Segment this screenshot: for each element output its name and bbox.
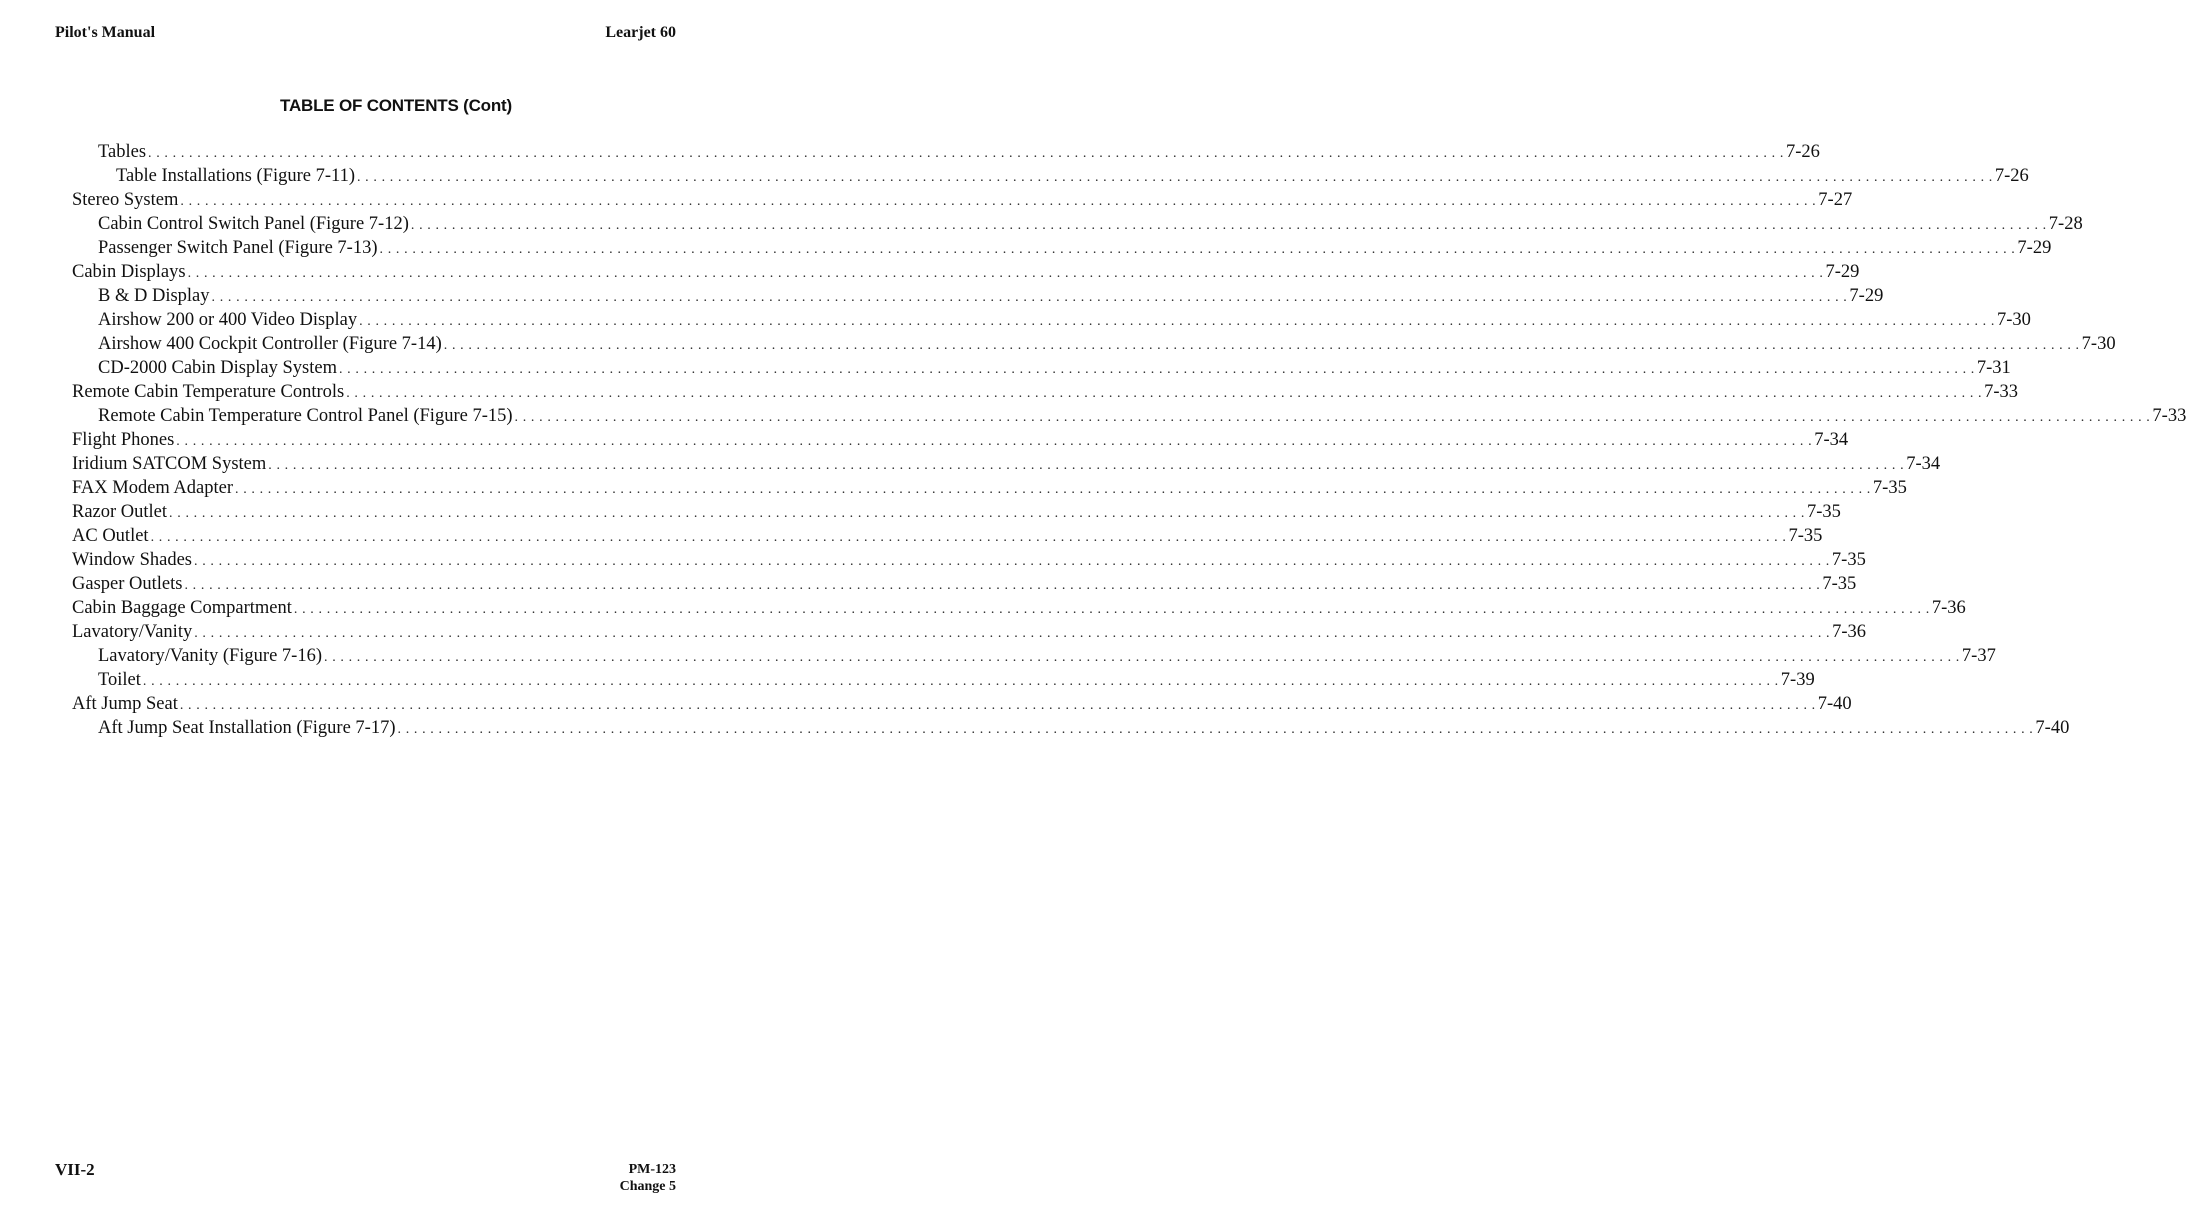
toc-dot-leader: . . . . . . . . . . . . . . . . . . . . . . . . . . . . . . . . . . . . . . . . . . . . . . . . . . . . . . . . . . . . . . . . . . . . . . . . . . . . . . . . . . . . . . . . . . . . . . . . . . . . . . . . . . . . . . . . . . . . . . . . . . . . . . . . . . . . . . . . . . . . . . . . . . . . . . . . . . . . . . . . . . . . . . . . . . . . . . . . . . . . . . . . . . . . . . . . . . . . . . . . xyxy=(194,626,1831,641)
toc-dot-leader: . . . . . . . . . . . . . . . . . . . . . . . . . . . . . . . . . . . . . . . . . . . . . . . . . . . . . . . . . . . . . . . . . . . . . . . . . . . . . . . . . . . . . . . . . . . . . . . . . . . . . . . . . . . . . . . . . . . . . . . . . . . . . . . . . . . . . . . . . . . . . . . . . . . . . . . . . . . . . . . . . . . . . . . . . . . . . . . . . . . . . . . . . . . . . . . . . . . . . . . . xyxy=(176,434,1813,449)
toc-dot-leader: . . . . . . . . . . . . . . . . . . . . . . . . . . . . . . . . . . . . . . . . . . . . . . . . . . . . . . . . . . . . . . . . . . . . . . . . . . . . . . . . . . . . . . . . . . . . . . . . . . . . . . . . . . . . . . . . . . . . . . . . . . . . . . . . . . . . . . . . . . . . . . . . . . . . . . . . . . . . . . . . . . . . . . . . . . . . . . . . . . . . . . . . . . . . . . . . . . . . . . . . xyxy=(184,578,1821,593)
toc-entry xyxy=(72,430,1849,454)
toc-entry xyxy=(72,670,1815,694)
toc-entry-label: Airshow 400 Cockpit Controller (Figure 7-14) xyxy=(98,334,442,354)
toc-entry-page: 7-34 xyxy=(1906,454,1941,474)
toc-entry-page: 7-26 xyxy=(1785,142,1820,162)
toc-entry-page: 7-40 xyxy=(1817,694,1852,714)
toc-dot-leader: . . . . . . . . . . . . . . . . . . . . . . . . . . . . . . . . . . . . . . . . . . . . . . . . . . . . . . . . . . . . . . . . . . . . . . . . . . . . . . . . . . . . . . . . . . . . . . . . . . . . . . . . . . . . . . . . . . . . . . . . . . . . . . . . . . . . . . . . . . . . . . . . . . . . . . . . . . . . . . . . . . . . . . . . . . . . . . . . . . . . . . . . . . . . . . . . . . . . . . . . xyxy=(179,698,1816,713)
toc-entry-page: 7-26 xyxy=(1994,166,2029,186)
toc-entry xyxy=(72,622,1867,646)
toc-dot-leader: . . . . . . . . . . . . . . . . . . . . . . . . . . . . . . . . . . . . . . . . . . . . . . . . . . . . . . . . . . . . . . . . . . . . . . . . . . . . . . . . . . . . . . . . . . . . . . . . . . . . . . . . . . . . . . . . . . . . . . . . . . . . . . . . . . . . . . . . . . . . . . . . . . . . . . . . . . . . . . . . . . . . . . . . . . . . . . . . . . . . . . . . . . . . . . . . . . . . . . . . xyxy=(293,602,1930,617)
toc-entry-label: Window Shades xyxy=(72,550,193,570)
toc-entry xyxy=(72,334,2116,358)
toc-entry xyxy=(72,382,2019,406)
toc-entry-label: Table Installations (Figure 7-11) xyxy=(116,166,355,186)
toc-entry-page: 7-30 xyxy=(1996,310,2031,330)
toc-entry-label: Remote Cabin Temperature Control Panel (Figure 7-15) xyxy=(98,406,513,426)
toc-entry xyxy=(72,694,1852,718)
toc-entry-label: Cabin Displays xyxy=(72,262,186,282)
toc-entry-page: 7-37 xyxy=(1961,646,1996,666)
page-number: VII-2 xyxy=(55,1160,95,1179)
toc-entry xyxy=(72,574,1857,598)
toc-dot-leader: . . . . . . . . . . . . . . . . . . . . . . . . . . . . . . . . . . . . . . . . . . . . . . . . . . . . . . . . . . . . . . . . . . . . . . . . . . . . . . . . . . . . . . . . . . . . . . . . . . . . . . . . . . . . . . . . . . . . . . . . . . . . . . . . . . . . . . . . . . . . . . . . . . . . . . . . . . . . . . . . . . . . . . . . . . . . . . . . . . . . . . . . . . . . . . . . . . . . . . . . xyxy=(187,266,1824,281)
toc-entry-label: Tables xyxy=(98,142,147,162)
toc-entry-page: 7-27 xyxy=(1818,190,1853,210)
toc-entry-page: 7-39 xyxy=(1780,670,1815,690)
toc-entry xyxy=(72,454,1941,478)
toc-entry-label: Gasper Outlets xyxy=(72,574,183,594)
toc-entry xyxy=(72,166,2029,190)
toc-entry-page: 7-35 xyxy=(1806,502,1841,522)
toc-entry-label: CD-2000 Cabin Display System xyxy=(98,358,337,378)
toc-entry xyxy=(72,238,2052,262)
toc-dot-leader: . . . . . . . . . . . . . . . . . . . . . . . . . . . . . . . . . . . . . . . . . . . . . . . . . . . . . . . . . . . . . . . . . . . . . . . . . . . . . . . . . . . . . . . . . . . . . . . . . . . . . . . . . . . . . . . . . . . . . . . . . . . . . . . . . . . . . . . . . . . . . . . . . . . . . . . . . . . . . . . . . . . . . . . . . . . . . . . . . . . . . . . . . . . . . . . . . . . . . . . . xyxy=(356,170,1993,185)
toc-dot-leader: . . . . . . . . . . . . . . . . . . . . . . . . . . . . . . . . . . . . . . . . . . . . . . . . . . . . . . . . . . . . . . . . . . . . . . . . . . . . . . . . . . . . . . . . . . . . . . . . . . . . . . . . . . . . . . . . . . . . . . . . . . . . . . . . . . . . . . . . . . . . . . . . . . . . . . . . . . . . . . . . . . . . . . . . . . . . . . . . . . . . . . . . . . . . . . . . . . . . . . . . xyxy=(268,458,1905,473)
toc-dot-leader: . . . . . . . . . . . . . . . . . . . . . . . . . . . . . . . . . . . . . . . . . . . . . . . . . . . . . . . . . . . . . . . . . . . . . . . . . . . . . . . . . . . . . . . . . . . . . . . . . . . . . . . . . . . . . . . . . . . . . . . . . . . . . . . . . . . . . . . . . . . . . . . . . . . . . . . . . . . . . . . . . . . . . . . . . . . . . . . . . . . . . . . . . . . . . . . . . . . . . . . . xyxy=(443,338,2080,353)
toc-entry xyxy=(72,550,1866,574)
toc-dot-leader: . . . . . . . . . . . . . . . . . . . . . . . . . . . . . . . . . . . . . . . . . . . . . . . . . . . . . . . . . . . . . . . . . . . . . . . . . . . . . . . . . . . . . . . . . . . . . . . . . . . . . . . . . . . . . . . . . . . . . . . . . . . . . . . . . . . . . . . . . . . . . . . . . . . . . . . . . . . . . . . . . . . . . . . . . . . . . . . . . . . . . . . . . . . . . . . . . . . . . . . . xyxy=(397,722,2034,737)
toc-dot-leader: . . . . . . . . . . . . . . . . . . . . . . . . . . . . . . . . . . . . . . . . . . . . . . . . . . . . . . . . . . . . . . . . . . . . . . . . . . . . . . . . . . . . . . . . . . . . . . . . . . . . . . . . . . . . . . . . . . . . . . . . . . . . . . . . . . . . . . . . . . . . . . . . . . . . . . . . . . . . . . . . . . . . . . . . . . . . . . . . . . . . . . . . . . . . . . . . . . . . . . . . xyxy=(338,362,1975,377)
toc-entry-page: 7-29 xyxy=(1825,262,1860,282)
toc-entry-page: 7-35 xyxy=(1872,478,1907,498)
toc-entry xyxy=(72,598,1966,622)
toc-entry xyxy=(72,358,2011,382)
toc-entry-label: Aft Jump Seat xyxy=(72,694,178,714)
toc-entry xyxy=(72,646,1996,670)
toc-entry xyxy=(72,214,2083,238)
toc-entry-label: B & D Display xyxy=(98,286,210,306)
toc-entry xyxy=(72,262,1860,286)
toc-entry-page: 7-30 xyxy=(2081,334,2116,354)
toc-dot-leader: . . . . . . . . . . . . . . . . . . . . . . . . . . . . . . . . . . . . . . . . . . . . . . . . . . . . . . . . . . . . . . . . . . . . . . . . . . . . . . . . . . . . . . . . . . . . . . . . . . . . . . . . . . . . . . . . . . . . . . . . . . . . . . . . . . . . . . . . . . . . . . . . . . . . . . . . . . . . . . . . . . . . . . . . . . . . . . . . . . . . . . . . . . . . . . . . . . . . . . . . xyxy=(169,506,1805,521)
toc-entry-page: 7-40 xyxy=(2035,718,2070,738)
document-number: PM-123 xyxy=(628,1162,676,1177)
toc-dot-leader: . . . . . . . . . . . . . . . . . . . . . . . . . . . . . . . . . . . . . . . . . . . . . . . . . . . . . . . . . . . . . . . . . . . . . . . . . . . . . . . . . . . . . . . . . . . . . . . . . . . . . . . . . . . . . . . . . . . . . . . . . . . . . . . . . . . . . . . . . . . . . . . . . . . . . . . . . . . . . . . . . . . . . . . . . . . . . . . . . . . . . . . . . . . . . . . . . . . . . . . . xyxy=(150,530,1787,545)
toc-entry-page: 7-31 xyxy=(1976,358,2011,378)
toc-entry-page: 7-33 xyxy=(1984,382,2019,402)
toc-entry xyxy=(72,190,1853,214)
toc-dot-leader: . . . . . . . . . . . . . . . . . . . . . . . . . . . . . . . . . . . . . . . . . . . . . . . . . . . . . . . . . . . . . . . . . . . . . . . . . . . . . . . . . . . . . . . . . . . . . . . . . . . . . . . . . . . . . . . . . . . . . . . . . . . . . . . . . . . . . . . . . . . . . . . . . . . . . . . . . . . . . . . . . . . . . . . . . . . . . . . . . . . . . . . . . . . . . . . . . . . . . . . . xyxy=(142,674,1779,689)
toc-dot-leader: . . . . . . . . . . . . . . . . . . . . . . . . . . . . . . . . . . . . . . . . . . . . . . . . . . . . . . . . . . . . . . . . . . . . . . . . . . . . . . . . . . . . . . . . . . . . . . . . . . . . . . . . . . . . . . . . . . . . . . . . . . . . . . . . . . . . . . . . . . . . . . . . . . . . . . . . . . . . . . . . . . . . . . . . . . . . . . . . . . . . . . . . . . . . . . . . . . . . . . . . xyxy=(346,386,1983,401)
toc-dot-leader: . . . . . . . . . . . . . . . . . . . . . . . . . . . . . . . . . . . . . . . . . . . . . . . . . . . . . . . . . . . . . . . . . . . . . . . . . . . . . . . . . . . . . . . . . . . . . . . . . . . . . . . . . . . . . . . . . . . . . . . . . . . . . . . . . . . . . . . . . . . . . . . . . . . . . . . . . . . . . . . . . . . . . . . . . . . . . . . . . . . . . . . . . . . . . . . . . . . . . . . . xyxy=(211,290,1848,305)
toc-dot-leader: . . . . . . . . . . . . . . . . . . . . . . . . . . . . . . . . . . . . . . . . . . . . . . . . . . . . . . . . . . . . . . . . . . . . . . . . . . . . . . . . . . . . . . . . . . . . . . . . . . . . . . . . . . . . . . . . . . . . . . . . . . . . . . . . . . . . . . . . . . . . . . . . . . . . . . . . . . . . . . . . . . . . . . . . . . . . . . . . . . . . . . . . . . . . . . . . . . . . . . . . xyxy=(379,242,2016,257)
toc-entry xyxy=(72,286,1884,310)
toc-entry xyxy=(72,478,1907,502)
toc-entry-label: Remote Cabin Temperature Controls xyxy=(72,382,345,402)
toc-entry xyxy=(72,310,2031,334)
toc-entry-label: FAX Modem Adapter xyxy=(72,478,233,498)
toc-entry xyxy=(72,142,1820,166)
toc-dot-leader: . . . . . . . . . . . . . . . . . . . . . . . . . . . . . . . . . . . . . . . . . . . . . . . . . . . . . . . . . . . . . . . . . . . . . . . . . . . . . . . . . . . . . . . . . . . . . . . . . . . . . . . . . . . . . . . . . . . . . . . . . . . . . . . . . . . . . . . . . . . . . . . . . . . . . . . . . . . . . . . . . . . . . . . . . . . . . . . . . . . . . . . . . . . . . . . . . . . . . . . . xyxy=(324,650,1960,665)
toc-entry-label: Stereo System xyxy=(72,190,179,210)
toc-entry-page: 7-33 xyxy=(2152,406,2186,426)
toc-entry-page: 7-28 xyxy=(2048,214,2083,234)
toc-entry-label: Toilet xyxy=(98,670,141,690)
toc-dot-leader: . . . . . . . . . . . . . . . . . . . . . . . . . . . . . . . . . . . . . . . . . . . . . . . . . . . . . . . . . . . . . . . . . . . . . . . . . . . . . . . . . . . . . . . . . . . . . . . . . . . . . . . . . . . . . . . . . . . . . . . . . . . . . . . . . . . . . . . . . . . . . . . . . . . . . . . . . . . . . . . . . . . . . . . . . . . . . . . . . . . . . . . . . . . . . . . . . . . . . . . . xyxy=(410,218,2047,233)
page-title: TABLE OF CONTENTS (Cont) xyxy=(280,96,512,115)
toc-dot-leader: . . . . . . . . . . . . . . . . . . . . . . . . . . . . . . . . . . . . . . . . . . . . . . . . . . . . . . . . . . . . . . . . . . . . . . . . . . . . . . . . . . . . . . . . . . . . . . . . . . . . . . . . . . . . . . . . . . . . . . . . . . . . . . . . . . . . . . . . . . . . . . . . . . . . . . . . . . . . . . . . . . . . . . . . . . . . . . . . . . . . . . . . . . . . . . . . . . . . . . . . xyxy=(148,146,1784,161)
toc-entry-label: Aft Jump Seat Installation (Figure 7-17) xyxy=(98,718,396,738)
toc-entry-page: 7-35 xyxy=(1822,574,1857,594)
document-id-block xyxy=(620,1161,676,1195)
change-number: Change 5 xyxy=(619,1179,676,1194)
toc-entry-label: Razor Outlet xyxy=(72,502,168,522)
toc-dot-leader: . . . . . . . . . . . . . . . . . . . . . . . . . . . . . . . . . . . . . . . . . . . . . . . . . . . . . . . . . . . . . . . . . . . . . . . . . . . . . . . . . . . . . . . . . . . . . . . . . . . . . . . . . . . . . . . . . . . . . . . . . . . . . . . . . . . . . . . . . . . . . . . . . . . . . . . . . . . . . . . . . . . . . . . . . . . . . . . . . . . . . . . . . . . . . . . . . . . . . . . . xyxy=(235,482,1871,497)
toc-entry-label: Passenger Switch Panel (Figure 7-13) xyxy=(98,238,378,258)
toc-entry-label: AC Outlet xyxy=(72,526,149,546)
toc-entry-page: 7-36 xyxy=(1832,622,1867,642)
toc-entry-label: Airshow 200 or 400 Video Display xyxy=(98,310,358,330)
toc-entry-page: 7-35 xyxy=(1788,526,1823,546)
toc-entry xyxy=(72,526,1823,550)
running-header-left: Pilot's Manual xyxy=(55,24,156,41)
toc-entry-page: 7-35 xyxy=(1831,550,1866,570)
toc-entry xyxy=(72,502,1841,526)
toc-entry xyxy=(72,406,2186,430)
toc-entry-page: 7-29 xyxy=(2017,238,2052,258)
toc-entry-label: Iridium SATCOM System xyxy=(72,454,267,474)
toc-dot-leader: . . . . . . . . . . . . . . . . . . . . . . . . . . . . . . . . . . . . . . . . . . . . . . . . . . . . . . . . . . . . . . . . . . . . . . . . . . . . . . . . . . . . . . . . . . . . . . . . . . . . . . . . . . . . . . . . . . . . . . . . . . . . . . . . . . . . . . . . . . . . . . . . . . . . . . . . . . . . . . . . . . . . . . . . . . . . . . . . . . . . . . . . . . . . . . . . . . . . . . . . xyxy=(514,410,2151,425)
toc-entry-label: Lavatory/Vanity xyxy=(72,622,193,642)
toc-dot-leader: . . . . . . . . . . . . . . . . . . . . . . . . . . . . . . . . . . . . . . . . . . . . . . . . . . . . . . . . . . . . . . . . . . . . . . . . . . . . . . . . . . . . . . . . . . . . . . . . . . . . . . . . . . . . . . . . . . . . . . . . . . . . . . . . . . . . . . . . . . . . . . . . . . . . . . . . . . . . . . . . . . . . . . . . . . . . . . . . . . . . . . . . . . . . . . . . . . . . . . . . xyxy=(194,554,1830,569)
toc-dot-leader: . . . . . . . . . . . . . . . . . . . . . . . . . . . . . . . . . . . . . . . . . . . . . . . . . . . . . . . . . . . . . . . . . . . . . . . . . . . . . . . . . . . . . . . . . . . . . . . . . . . . . . . . . . . . . . . . . . . . . . . . . . . . . . . . . . . . . . . . . . . . . . . . . . . . . . . . . . . . . . . . . . . . . . . . . . . . . . . . . . . . . . . . . . . . . . . . . . . . . . . . xyxy=(180,194,1817,209)
toc-entry xyxy=(72,718,2070,742)
toc-entry-label: Flight Phones xyxy=(72,430,175,450)
table-of-contents xyxy=(72,142,2186,742)
toc-entry-page: 7-29 xyxy=(1849,286,1884,306)
toc-entry-page: 7-34 xyxy=(1814,430,1849,450)
toc-entry-label: Cabin Baggage Compartment xyxy=(72,598,292,618)
running-header-right: Learjet 60 xyxy=(605,24,676,41)
toc-entry-label: Lavatory/Vanity (Figure 7-16) xyxy=(98,646,322,666)
toc-dot-leader: . . . . . . . . . . . . . . . . . . . . . . . . . . . . . . . . . . . . . . . . . . . . . . . . . . . . . . . . . . . . . . . . . . . . . . . . . . . . . . . . . . . . . . . . . . . . . . . . . . . . . . . . . . . . . . . . . . . . . . . . . . . . . . . . . . . . . . . . . . . . . . . . . . . . . . . . . . . . . . . . . . . . . . . . . . . . . . . . . . . . . . . . . . . . . . . . . . . . . . . . xyxy=(359,314,1995,329)
toc-entry-page: 7-36 xyxy=(1931,598,1966,618)
toc-entry-label: Cabin Control Switch Panel (Figure 7-12) xyxy=(98,214,409,234)
